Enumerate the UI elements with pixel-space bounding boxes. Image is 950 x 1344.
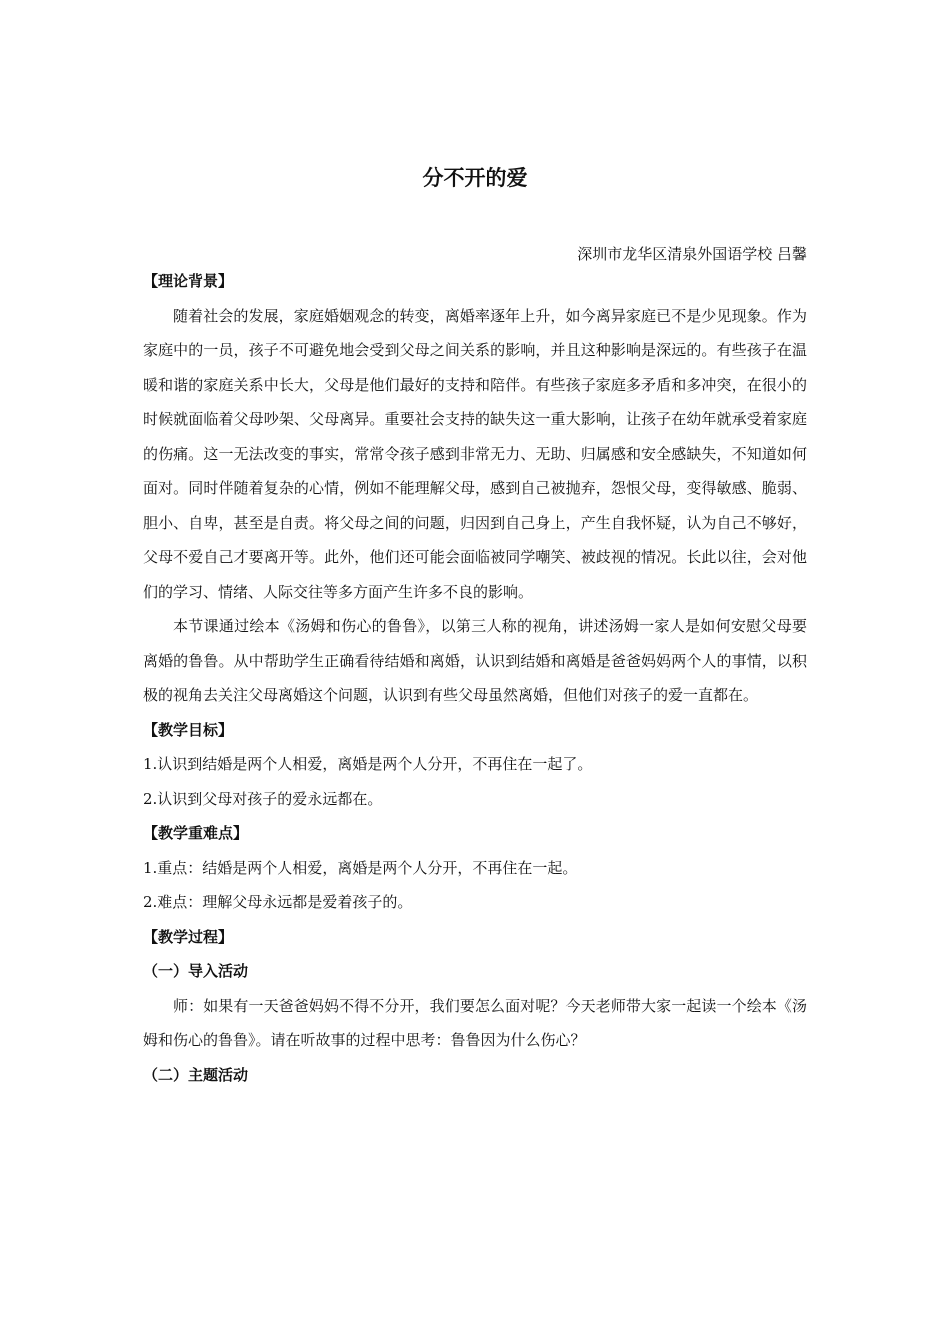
key-point-item-2: 2.难点：理解父母永远都是爱着孩子的。	[143, 893, 413, 911]
section-heading-key-points: 【教学重难点】	[143, 824, 249, 842]
document-body	[143, 264, 807, 1092]
subheading-main-activity: （二）主题活动	[143, 1065, 249, 1084]
section-heading-goals: 【教学目标】	[143, 720, 234, 739]
author-line: 深圳市龙华区清泉外国语学校 吕馨	[577, 245, 807, 263]
key-point-item-1: 1.重点：结婚是两个人相爱，离婚是两个人分开，不再住在一起。	[143, 858, 578, 877]
section-heading-process: 【教学过程】	[143, 927, 234, 946]
section-heading-background: 【理论背景】	[143, 272, 234, 290]
paragraph-background-2: 本节课通过绘本《汤姆和伤心的鲁鲁》，以第三人称的视角，讲述汤姆一家人是如何安慰父母要离婚的鲁鲁。从中帮助学生正确看待结婚和离婚，认识到结婚和离婚是爸爸妈妈两个人的事情，以积极的视角去关注父母离婚这个问题，认识到有些父母虽然离婚，但他们对孩子的爱一直都在。	[143, 617, 807, 704]
paragraph-background-1: 随着社会的发展，家庭婚姻观念的转变，离婚率逐年上升，如今离异家庭已不是少见现象。作为家庭中的一员，孩子不可避免地会受到父母之间关系的影响，并且这种影响是深远的。有些孩子在温暖和谐的家庭关系中长大，父母是他们最好的支持和陪伴。有些孩子家庭多矛盾和多冲突，在很小的时候就面临着父母吵架、父母离异。重要社会支持的缺失这一重大影响，让孩子在幼年就承受着家庭的伤痛。这一无法改变的事实，常常令孩子感到非常无力、无助、归属感和安全感缺失，不知道如何面对。同时伴随着复杂的心情，例如不能理解父母，感到自己被抛弃，怨恨父母，变得敏感、脆弱、胆小、自卑，甚至是自责。将父母之间的问题，归因到自己身上，产生自我怀疑，认为自己不够好，父母不爱自己才要离开等。此外，他们还可能会面临被同学嘲笑、被歧视的情况。长此以往，会对他们的学习、情绪、人际交往等多方面产生许多不良的影响。	[143, 306, 807, 601]
subheading-intro-activity: （一）导入活动	[143, 962, 249, 980]
goal-item-2: 2.认识到父母对孩子的爱永远都在。	[143, 789, 383, 808]
document-title: 分不开的爱	[422, 166, 528, 190]
paragraph-intro-activity: 师：如果有一天爸爸妈妈不得不分开，我们要怎么面对呢？今天老师带大家一起读一个绘本《汤姆和伤心的鲁鲁》。请在听故事的过程中思考：鲁鲁因为什么伤心？	[143, 996, 807, 1049]
goal-item-1: 1.认识到结婚是两个人相爱，离婚是两个人分开，不再住在一起了。	[143, 755, 593, 773]
